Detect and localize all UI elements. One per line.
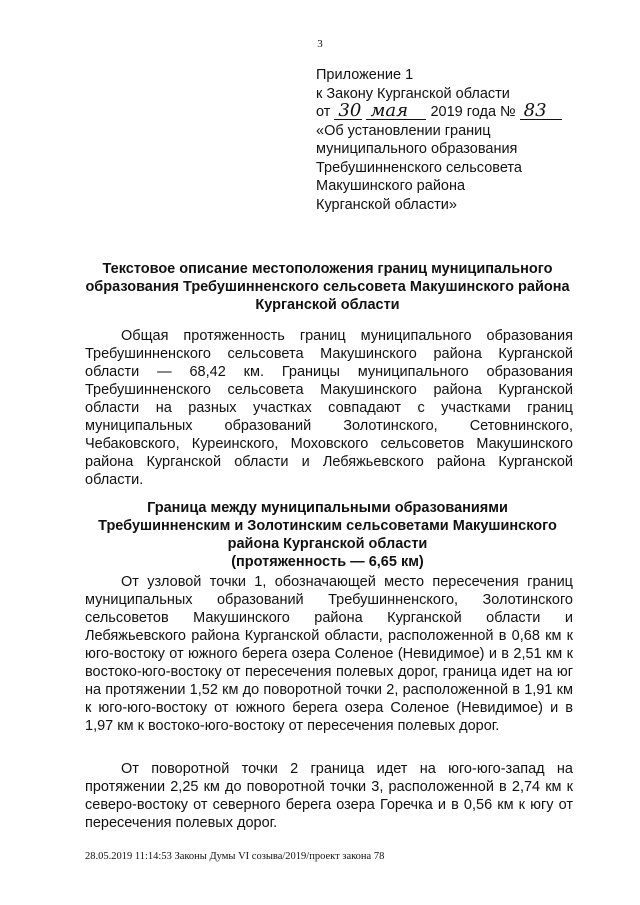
body-paragraph: От узловой точки 1, обозначающей место пересечения границ муниципальных образований Требушинненского, Золотинского сельсоветов Макушинского района Курганской области и Лебяжьевского района Курганской области, расположенной в 0,68 км к юго-востоку от южного берега озера Соленое (Невидимое) и в 2,51 км к востоко-юго-востоку от пересечения полевых дорог, граница идет на юг на протяжении 1,52 км до поворотной точки 2, расположенной в 1,91 км к юго-юго-востоку от южного берега озера Соленое (Невидимое) и в 1,97 км к востоко-юго-востоку от пересечения полевых дорог. [85,574,573,734]
appendix-line: Курганской области» [316,196,457,213]
appendix-line: «Об установлении границ [316,122,491,139]
document-title: Текстовое описание местоположения границ муниципального образования Требушинненского сельсовета Макушинского района Курганской области [85,261,570,313]
appendix-date-line [316,100,616,122]
body-paragraph: От поворотной точки 2 граница идет на юго-юго-запад на протяжении 2,25 км до поворотной точки 3, расположенной в 2,74 км к северо-востоку от северного берега озера Горечка и в 0,56 км к югу от пересечения полевых дорог. [85,761,573,831]
date-prefix: от [316,104,331,120]
appendix-line: к Закону Курганской области [316,85,510,102]
appendix-line: Макушинского района [316,178,466,194]
handwritten-month: мая [366,103,426,120]
page-number: 3 [317,38,323,50]
appendix-line: Приложение 1 [316,67,414,83]
appendix-line: Требушинненского сельсовета [316,159,522,176]
section-heading [85,499,570,571]
footer-stamp: 28.05.2019 11:14:53 Законы Думы VI созыва/2019/проект закона 78 [85,851,385,862]
intro-paragraph: Общая протяженность границ муниципального образования Требушинненского сельсовета Макушинского района Курганской области — 68,42 км. Границы муниципального образования Требушинненского сельсовета Макушинского района Курганской области на разных участках совпадают с участками границ муниципальных образований Золотинского, Сетовнинского, Чебаковского, Куреинского, Моховского сельсоветов Макушинского района Курганской области и Лебяжьевского района Курганской области. [85,328,573,488]
section-title: Граница между муниципальными образованиями Требушинненским и Золотинским сельсоветами Макушинского района Курганской области [98,500,557,552]
appendix-header [316,66,616,214]
appendix-line: муниципального образования [316,141,518,157]
handwritten-day: 30 [334,103,362,120]
date-suffix: 2019 года № [430,104,516,120]
handwritten-law-number: 83 [520,103,562,120]
section-length: (протяженность — 6,65 км) [231,554,424,570]
